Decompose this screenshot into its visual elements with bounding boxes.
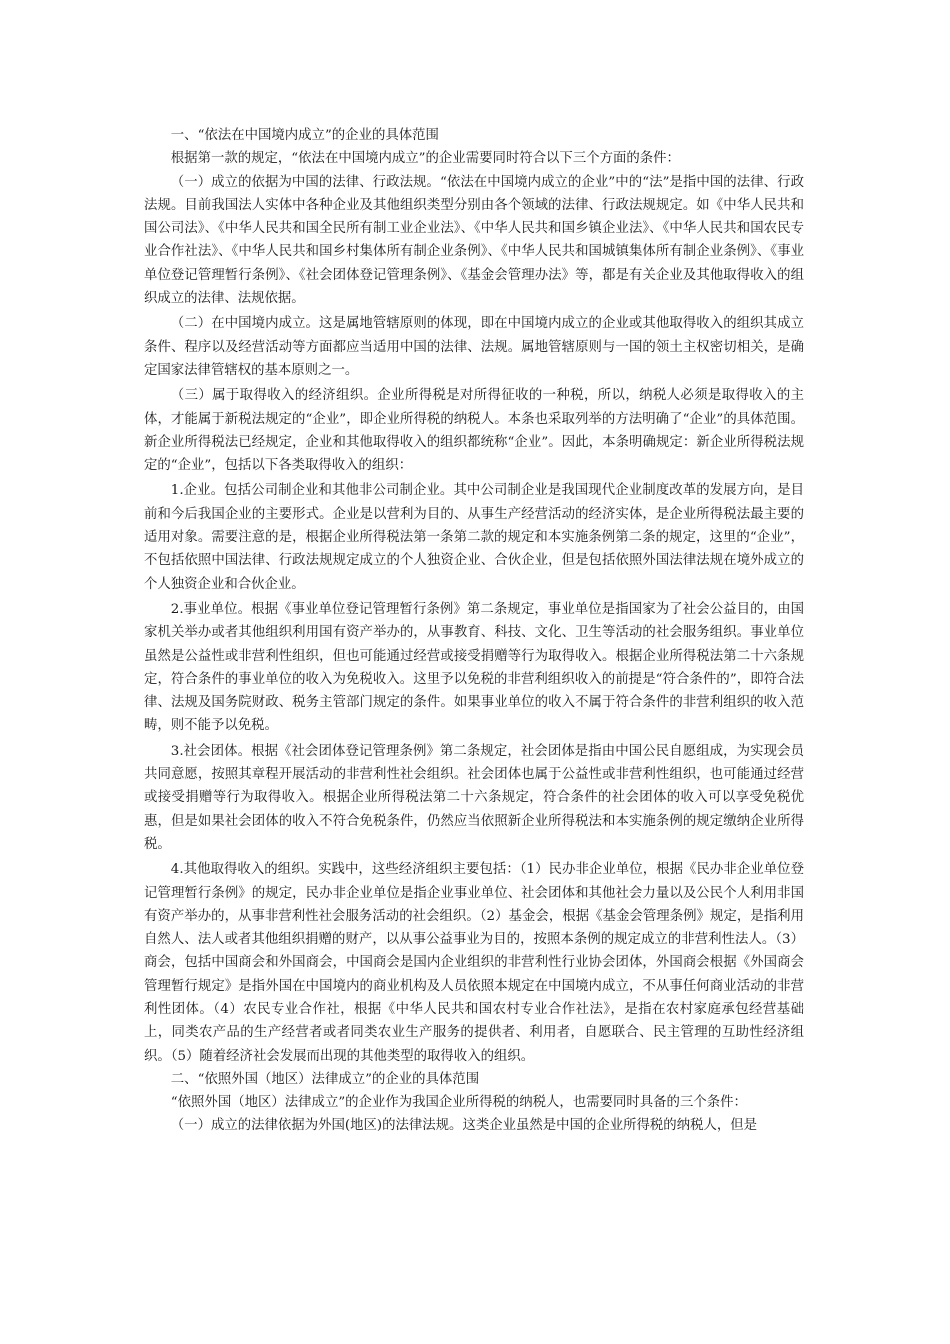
paragraph: 3.社会团体。根据《社会团体登记管理条例》第二条规定，社会团体是指由中国公民自愿组成，为实现会员共同意愿，按照其章程开展活动的非营利性社会组织。社会团体也属于公益性或非营利性组织，也可能通过经营或接受捐赠等行为取得收入。根据企业所得税法第二十六条规定，符合条件的社会团体的收入可以享受免税优惠，但是如果社会团体的收入不符合免税条件，仍然应当依照新企业所得税法和本实施条例的规定缴纳企业所得税。	[144, 743, 804, 852]
section-heading-2: 二、“依照外国（地区）法律成立”的企业的具体范围	[170, 1071, 480, 1087]
paragraph: 4.其他取得收入的组织。实践中，这些经济组织主要包括：（1）民办非企业单位，根据《民办非企业单位登记管理暂行条例》的规定，民办非企业单位是指企业事业单位、社会团体和其他社会力量以及公民个人利用非国有资产举办的，从事非营利性社会服务活动的社会组织。（2）基金会，根据《基金会管理条例》规定，是指利用自然人、法人或者其他组织捐赠的财产，以从事公益事业为目的，按照本条例的规定成立的非营利性法人。（3）商会，包括中国商会和外国商会，中国商会是国内企业组织的非营利性行业协会团体，外国商会根据《外国商会管理暂行规定》是指外国在中国境内的商业机构及人员依照本规定在中国境内成立，不从事任何商业活动的非营利性团体。（4）农民专业合作社，根据《中华人民共和国农村专业合作社法》，是指在农村家庭承包经营基础上，同类农产品的生产经营者或者同类农业生产服务的提供者、利用者，自愿联合、民主管理的互助性经济组织。（5）随着经济社会发展而出现的其他类型的取得收入的组织。	[144, 862, 804, 1064]
paragraph: 1.企业。包括公司制企业和其他非公司制企业。其中公司制企业是我国现代企业制度改革的发展方向，是目前和今后我国企业的主要形式。企业是以营利为目的、从事生产经营活动的经济实体，是企业所得税法最主要的适用对象。需要注意的是，根据企业所得税法第一条第二款的规定和本实施条例第二条的规定，这里的“企业”，不包括依照中国法律、行政法规规定成立的个人独资企业、合伙企业，但是包括依照外国法律法规在境外成立的个人独资企业和合伙企业。	[144, 483, 804, 592]
paragraph: “依照外国（地区）法律成立”的企业作为我国企业所得税的纳税人，也需要同时具备的三个条件：	[170, 1095, 747, 1111]
paragraph: （一）成立的依据为中国的法律、行政法规。“依法在中国境内成立的企业”中的“法”是指中国的法律、行政法规。目前我国法人实体中各种企业及其他组织类型分别由各个领域的法律、行政法规规定。如《中华人民共和国公司法》、《中华人民共和国全民所有制工业企业法》、《中华人民共和国乡镇企业法》、《中华人民共和国农民专业合作社法》、《中华人民共和国乡村集体所有制企业条例》、《中华人民共和国城镇集体所有制企业条例》、《事业单位登记管理暂行条例》、《社会团体登记管理条例》、《基金会管理办法》等，都是有关企业及其他取得收入的组织成立的法律、法规依据。	[144, 174, 804, 307]
paragraph: （二）在中国境内成立。这是属地管辖原则的体现，即在中国境内成立的企业或其他取得收入的组织其成立条件、程序以及经营活动等方面都应当适用中国的法律、法规。属地管辖原则与一国的领土主权密切相关，是确定国家法律管辖权的基本原则之一。	[144, 316, 804, 378]
paragraph: 根据第一款的规定，“依法在中国境内成立”的企业需要同时符合以下三个方面的条件：	[170, 151, 680, 167]
section-heading-1: 一、“依法在中国境内成立”的企业的具体范围	[170, 128, 439, 143]
paragraph: （一）成立的法律依据为外国(地区)的法律法规。这类企业虽然是中国的企业所得税的纳税人，但是	[170, 1118, 758, 1134]
paragraph: （三）属于取得收入的经济组织。企业所得税是对所得征收的一种税，所以，纳税人必须是取得收入的主体，才能属于新税法规定的“企业”，即企业所得税的纳税人。本条也采取列举的方法明确了“企业”的具体范围。新企业所得税法已经规定，企业和其他取得收入的组织都统称“企业”。因此，本条明确规定：新企业所得税法规定的“企业”，包括以下各类取得收入的组织：	[144, 388, 804, 474]
paragraph: 2.事业单位。根据《事业单位登记管理暂行条例》第二条规定，事业单位是指国家为了社会公益目的，由国家机关举办或者其他组织利用国有资产举办的，从事教育、科技、文化、卫生等活动的社会服务组织。事业单位虽然是公益性或非营利性组织，但也可能通过经营或接受捐赠等行为取得收入。根据企业所得税法第二十六条规定，符合条件的事业单位的收入为免税收入。这里予以免税的非营利组织收入的前提是“符合条件的”，即符合法律、法规及国务院财政、税务主管部门规定的条件。如果事业单位的收入不属于符合条件的非营利组织的收入范畴，则不能予以免税。	[144, 601, 804, 734]
document-page	[144, 124, 804, 1138]
